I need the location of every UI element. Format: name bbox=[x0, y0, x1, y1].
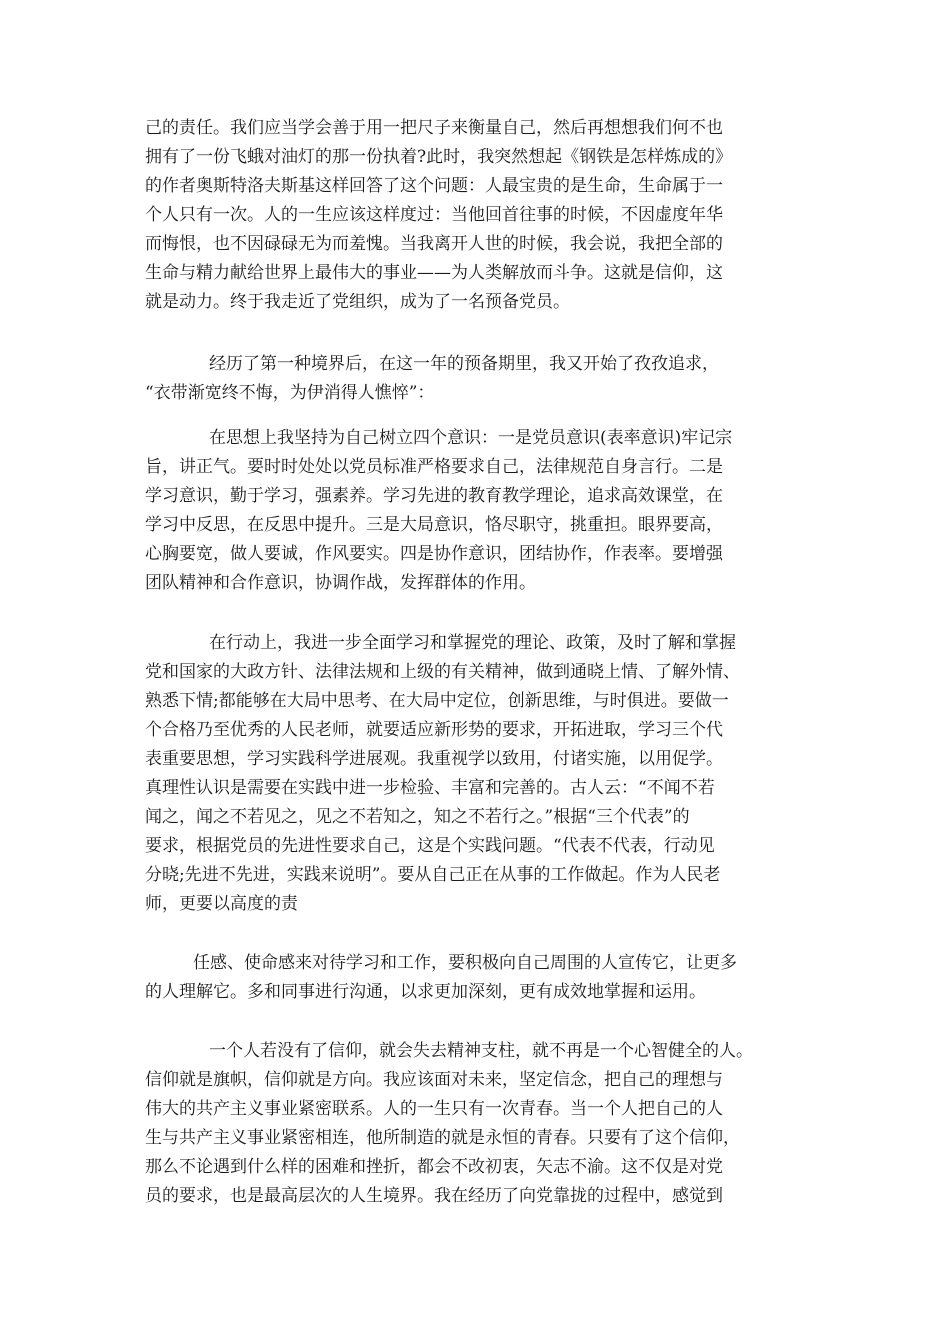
text-line: 在行动上，我进一步全面学习和掌握党的理论、政策，及时了解和掌握 bbox=[209, 633, 736, 653]
text-line: 拥有了一份飞蛾对油灯的那一份执着?此时，我突然想起《钢铁是怎样炼成的》 bbox=[145, 147, 733, 167]
text-line: 师，更要以高度的责 bbox=[145, 894, 298, 914]
text-line: 学习中反思，在反思中提升。三是大局意识，恪尽职守，挑重担。眼界要高， bbox=[145, 515, 723, 535]
text-line: 生命与精力献给世界上最伟大的事业——为人类解放而斗争。这就是信仰，这 bbox=[145, 263, 723, 283]
text-line: 闻之，闻之不若见之，见之不若知之，知之不若行之。”根据“三个代表”的 bbox=[145, 807, 690, 827]
text-line: 生与共产主义事业紧密相连，他所制造的就是永恒的青春。只要有了这个信仰， bbox=[145, 1128, 740, 1148]
text-line: 熟悉下情;都能够在大局中思考、在大局中定位，创新思维，与时俱进。要做一 bbox=[145, 691, 729, 711]
text-line: 党和国家的大政方针、法律法规和上级的有关精神，做到通晓上情、了解外情、 bbox=[145, 662, 740, 682]
text-line: 的人理解它。多和同事进行沟通，以求更加深刻，更有成效地掌握和运用。 bbox=[145, 982, 706, 1002]
text-line: 学习意识，勤于学习，强素养。学习先进的教育教学理论，追求高效课堂，在 bbox=[145, 486, 723, 506]
text-line: 己的责任。我们应当学会善于用一把尺子来衡量自己，然后再想想我们何不也 bbox=[145, 118, 723, 138]
text-line: 在思想上我坚持为自己树立四个意识：一是党员意识(表率意识)牢记宗 bbox=[209, 428, 733, 448]
text-line: 真理性认识是需要在实践中进一步检验、丰富和完善的。古人云：“不闻不若 bbox=[145, 778, 715, 798]
text-line: 一个人若没有了信仰，就会失去精神支柱，就不再是一个心智健全的人。 bbox=[209, 1041, 753, 1061]
text-line: 心胸要宽，做人要诚，作风要实。四是协作意识，团结协作，作表率。要增强 bbox=[145, 544, 723, 564]
text-line: 伟大的共产主义事业紧密联系。人的一生只有一次青春。当一个人把自己的人 bbox=[145, 1099, 723, 1119]
text-line: 分晓;先进不先进，实践来说明”。要从自己正在从事的工作做起。作为人民老 bbox=[145, 865, 721, 885]
text-line: 的作者奥斯特洛夫斯基这样回答了这个问题：人最宝贵的是生命，生命属于一 bbox=[145, 176, 723, 196]
text-line: 旨，讲正气。要时时处处以党员标准严格要求自己，法律规范自身言行。二是 bbox=[145, 457, 723, 477]
text-line: 而悔恨，也不因碌碌无为而羞愧。当我离开人世的时候，我会说，我把全部的 bbox=[145, 234, 723, 254]
text-line: 表重要思想，学习实践科学进展观。我重视学以致用，付诸实施，以用促学。 bbox=[145, 749, 723, 769]
text-line: 任感、使命感来对待学习和工作，要积极向自己周围的人宣传它，让更多 bbox=[193, 953, 737, 973]
text-line: 团队精神和合作意识，协调作战，发挥群体的作用。 bbox=[145, 573, 536, 593]
text-line: 员的要求，也是最高层次的人生境界。我在经历了向党靠拢的过程中，感觉到 bbox=[145, 1186, 723, 1206]
text-line: 个合格乃至优秀的人民老师，就要适应新形势的要求，开拓进取，学习三个代 bbox=[145, 720, 723, 740]
text-line: 个人只有一次。人的一生应该这样度过：当他回首往事的时候，不因虚度年华 bbox=[145, 205, 723, 225]
text-line: 要求，根据党员的先进性要求自己，这是个实践问题。“代表不代表，行动见 bbox=[145, 836, 715, 856]
text-line: 信仰就是旗帜，信仰就是方向。我应该面对未来，坚定信念，把自己的理想与 bbox=[145, 1070, 723, 1090]
text-line: 就是动力。终于我走近了党组织，成为了一名预备党员。 bbox=[145, 292, 570, 312]
text-line: “衣带渐宽终不悔，为伊消得人憔悴”： bbox=[145, 383, 435, 403]
text-line: 经历了第一种境界后，在这一年的预备期里，我又开始了孜孜追求， bbox=[209, 354, 719, 374]
text-line: 那么不论遇到什么样的困难和挫折，都会不改初衷，矢志不渝。这不仅是对党 bbox=[145, 1157, 723, 1177]
